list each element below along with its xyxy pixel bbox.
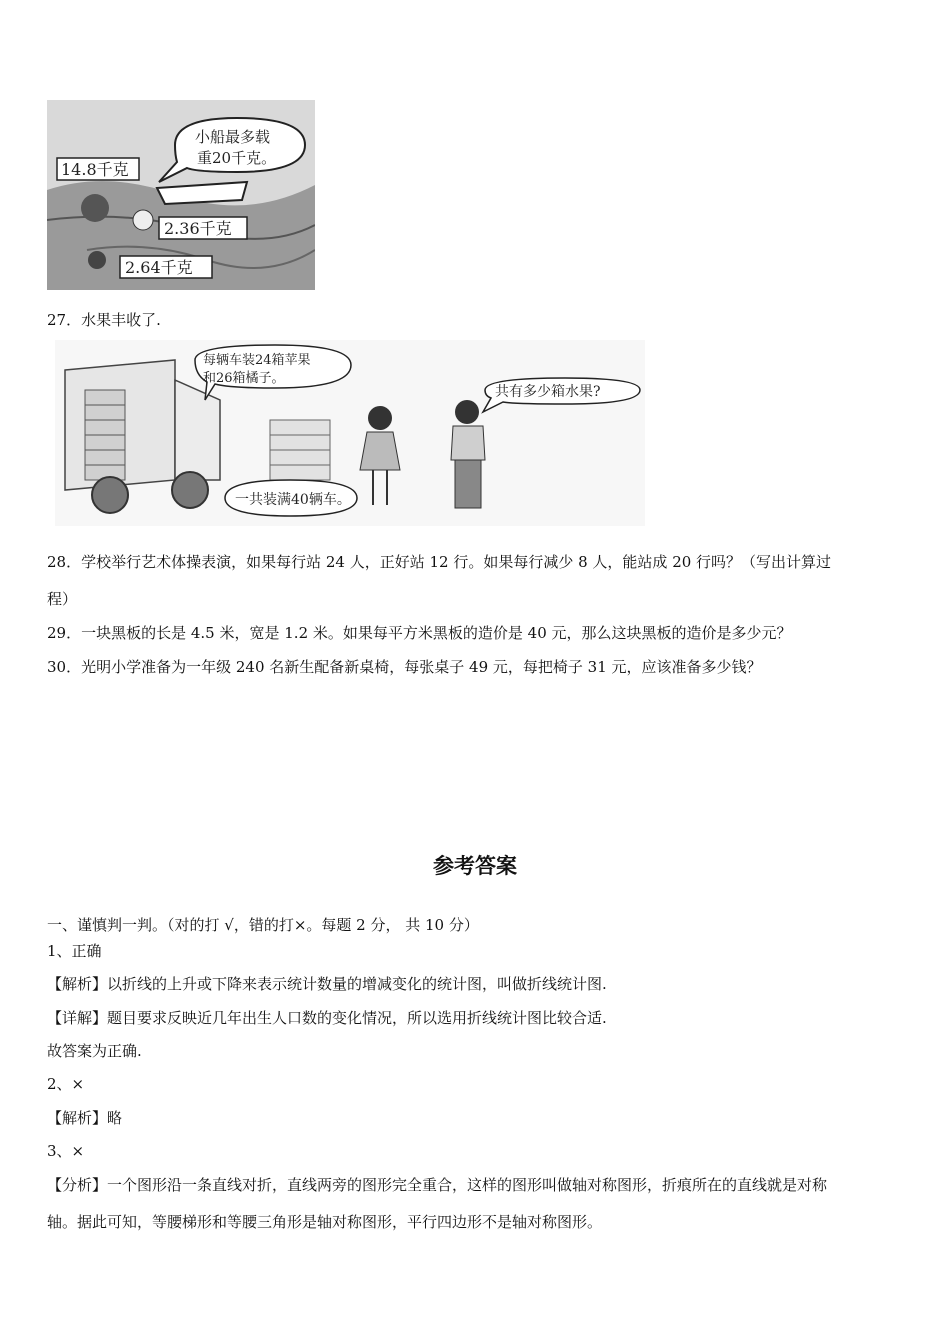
bubble-bottom-text: 一共装满40辆车。 xyxy=(235,492,351,508)
question-text: 一块黑板的长是 4.5 米，宽是 1.2 米。如果每平方米黑板的造价是 40 元，那么这块黑板的造价是多少元？ xyxy=(81,624,792,642)
boat-illustration xyxy=(47,100,315,290)
answers-title: 参考答案 xyxy=(433,854,517,878)
question-text: 学校举行艺术体操表演，如果每行站 24 人，正好站 12 行。如果每行减少 8 人，能站成 20 行吗？（写出计算过 xyxy=(81,553,832,571)
question-number: 29． xyxy=(47,624,82,642)
question-30 xyxy=(47,657,762,677)
question-29 xyxy=(47,623,792,643)
answer-line-6: 【解析】略 xyxy=(47,1109,123,1127)
truck-wheel-1 xyxy=(92,477,128,513)
question-number: 30． xyxy=(47,658,82,676)
answer-line-7: 3、× xyxy=(47,1142,85,1160)
question-number: 27． xyxy=(47,311,82,329)
question-28-line-1 xyxy=(47,552,831,572)
question-28-line-2: 程） xyxy=(47,590,78,608)
girl-head xyxy=(368,406,392,430)
weight-label-2: 2.36千克 xyxy=(164,219,232,238)
answer-line-8: 【分析】一个图形沿一条直线对折，直线两旁的图形完全重合，这样的图形叫做轴对称图形，折痕所在的直线就是对称 xyxy=(47,1176,828,1194)
bubble-line-1: 小船最多载 xyxy=(195,128,271,146)
answer-line-3: 【详解】题目要求反映近几年出生人口数的变化情况，所以选用折线统计图比较合适. xyxy=(47,1009,607,1027)
bubble-boy-text: 共有多少箱水果? xyxy=(495,384,601,400)
answer-line-5: 2、× xyxy=(47,1075,85,1093)
truck-wheel-2 xyxy=(172,472,208,508)
truck-illustration xyxy=(55,340,645,526)
answer-line-4: 故答案为正确. xyxy=(47,1042,142,1060)
girl-figure xyxy=(360,432,400,470)
monkey-figure xyxy=(81,194,109,222)
answer-line-1: 1、正确 xyxy=(47,942,102,960)
animal-figure xyxy=(88,251,106,269)
answers-section-header: 一、谨慎判一判。（对的打 √，错的打×。每题 2 分， 共 10 分） xyxy=(47,916,479,934)
boy-figure xyxy=(451,426,485,460)
bubble-top-line-1: 每辆车装24箱苹果 xyxy=(203,353,311,368)
weight-label-1: 14.8千克 xyxy=(61,160,129,179)
boy-head xyxy=(455,400,479,424)
rabbit-figure xyxy=(133,210,153,230)
answer-line-9: 轴。据此可知，等腰梯形和等腰三角形是轴对称图形，平行四边形不是轴对称图形。 xyxy=(47,1213,603,1231)
question-27 xyxy=(47,310,161,330)
weight-label-3: 2.64千克 xyxy=(125,258,193,277)
answer-line-2: 【解析】以折线的上升或下降来表示统计数量的增减变化的统计图，叫做折线统计图. xyxy=(47,975,607,993)
question-text: 水果丰收了. xyxy=(81,311,161,329)
truck-scene xyxy=(55,340,645,526)
bubble-line-2: 重20千克。 xyxy=(197,149,277,167)
boat-scene xyxy=(47,100,315,290)
bubble-top-line-2: 和26箱橘子。 xyxy=(203,371,285,386)
question-number: 28． xyxy=(47,553,82,571)
question-text: 光明小学准备为一年级 240 名新生配备新桌椅，每张桌子 49 元，每把椅子 31 元，应该准备多少钱？ xyxy=(81,658,762,676)
